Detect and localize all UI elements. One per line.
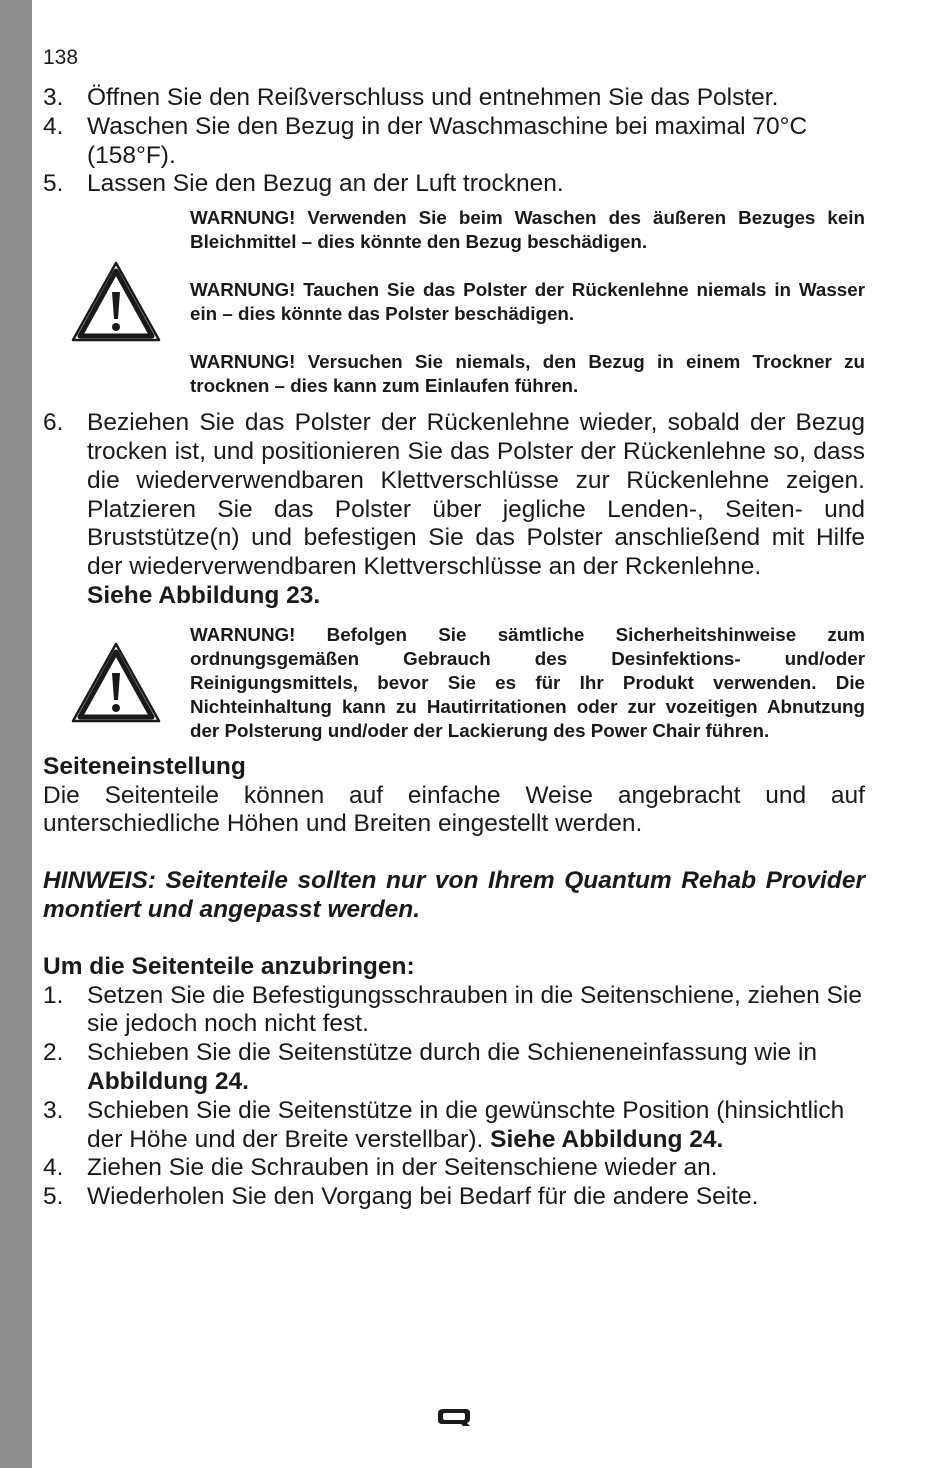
list-item [43,409,865,611]
list-text: Setzen Sie die Befestigungsschrauben in die Seitenschiene, ziehen Sie sie jedoch noch nicht fest. [87,981,862,1038]
note-text: HINWEIS: Seitenteile sollten nur von Ihrem Quantum Rehab Provider montiert und angepasst werden. [43,867,865,923]
list-text: Öffnen Sie den Reißverschluss und entnehmen Sie das Polster. [87,84,779,111]
figure-reference: Siehe Abbildung 23. [87,581,321,609]
list-text: Ziehen Sie die Schrauben in der Seitenschiene wieder an. [87,1154,718,1182]
warning-text: WARNUNG! Tauchen Sie das Polster der Rückenlehne niemals in Wasser ein – dies könnte das Polster beschädigen. [190,279,865,325]
warning-block [43,623,865,743]
list-number: 4. [43,1154,64,1182]
list-text: Beziehen Sie das Polster der Rückenlehne wieder, sobald der Bezug trocken ist, und positionieren Sie das Polster der Rückenlehne so, dass die wiederverwendbaren Klettverschlüsse zur Rückenlehne zeigen. Platzieren Sie das Polster über jegliche Lenden-, Seiten- und Bruststütze(n) und befestigen Sie das Polster anschließend mit Hilfe der wiederverwendbaren Klettverschlüsse an der Rckenlehne. [87,409,865,581]
list-number: 6. [43,409,64,437]
list-item [43,1183,865,1212]
section-intro: Die Seitenteile können auf einfache Weise angebracht und auf unterschiedliche Höhen und Breiten eingestellt werden. [43,781,865,838]
warning-text: WARNUNG! Verwenden Sie beim Waschen des äußeren Bezuges kein Bleichmittel – dies könnte den Bezug beschädigen. [190,207,865,253]
page-content [43,84,865,1212]
warning-text: WARNUNG! Befolgen Sie sämtliche Sicherheitshinweise zum ordnungsgemäßen Gebrauch des Desinfektions- und/oder Reinigungsmittels, bevor Sie es für Ihr Produkt verwenden. Die Nichteinhaltung kann zu Hautirritationen oder zur vozeitigen Abnutzung der Polsterung und/oder der Lackierung des Power Chair führen. [190,623,865,741]
list-item [43,982,865,1040]
list-text: Lassen Sie den Bezug an der Luft trocknen. [87,170,564,198]
list-item [43,1097,865,1155]
list-item [43,84,865,113]
list-item [43,1039,865,1097]
list-item [43,113,865,171]
list-number: 2. [43,1039,64,1067]
list-item [43,1154,865,1183]
list-number: 3. [43,1096,64,1124]
page-number: 138 [43,46,79,69]
list-text: Waschen Sie den Bezug in der Waschmaschine bei maximal 70°C (158°F). [87,112,808,169]
section-heading: Seiteneinstellung [43,752,246,780]
list-text: Wiederholen Sie den Vorgang bei Bedarf für die andere Seite. [87,1183,759,1211]
list-text: Schieben Sie die Seitenstütze in die gewünschte Position (hinsichtlich der Höhe und der Breite verstellbar). [87,1096,845,1153]
subsection-heading: Um die Seitenteile anzubringen: [43,952,415,980]
warning-block [43,206,865,398]
page-sidebar-bar [0,0,32,1468]
list-text: Schieben Sie die Seitenstütze durch die Schieneneinfassung wie in [87,1039,818,1067]
figure-reference: Siehe Abbildung 24. [490,1125,724,1153]
list-number: 4. [43,112,64,140]
warning-text: WARNUNG! Versuchen Sie niemals, den Bezug in einem Trockner zu trocknen – dies kann zum Einlaufen führen. [190,351,865,397]
list-number: 1. [43,981,64,1009]
list-number: 5. [43,1183,64,1211]
quantum-logo-icon [436,1407,472,1432]
figure-reference: Abbildung 24. [87,1067,249,1095]
list-number: 5. [43,170,64,198]
list-item [43,170,865,199]
list-number: 3. [43,84,64,111]
warning-triangle-icon [70,260,162,344]
warning-triangle-icon [70,641,162,725]
